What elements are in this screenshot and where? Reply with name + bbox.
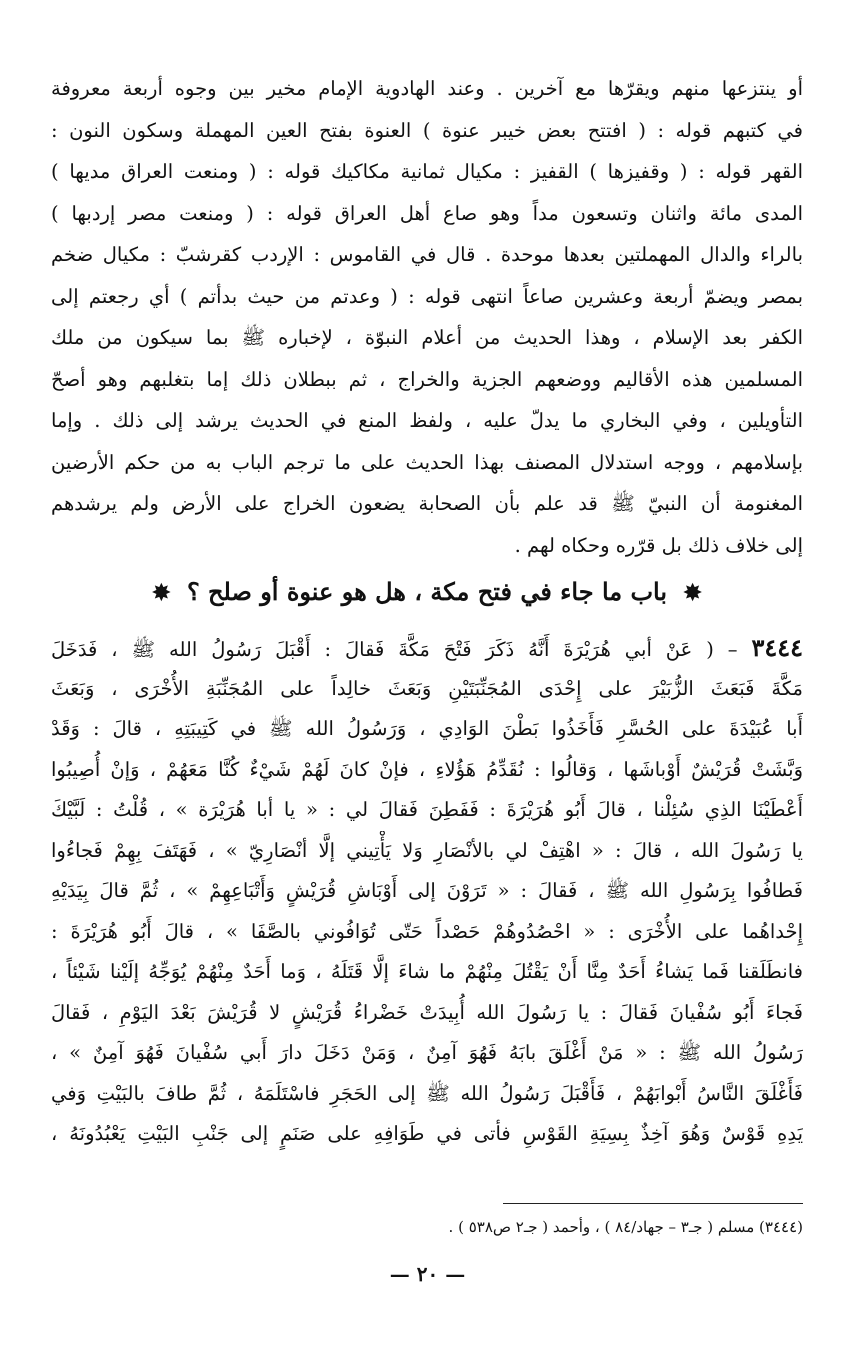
page-number: — ٢٠ —: [389, 1262, 466, 1286]
star-ornament-icon: ✸: [683, 580, 702, 606]
commentary-line: بإسلامهم ، ووجه استدلال المصنف بهذا الحديث على ما ترجم الباب به من حكم الأرضين: [51, 450, 803, 474]
footnote-divider: [503, 1203, 803, 1204]
commentary-text: [51, 68, 803, 566]
hadith-line: وَبَّشَتْ قُرَيْشٌ أَوْباشَها ، وَقالُوا : نُقَدِّمُ هَؤُلاءِ ، فإنْ كانَ لَهُمْ شَيْءٌ كُنَّا مَعَهُمْ ، وَإنْ أُصِيبُوا: [51, 757, 803, 781]
star-ornament-icon: ✸: [152, 580, 171, 606]
commentary-line: المغنومة أن النبيّ ﷺ قد علم بأن الصحابة يضعون الخراج على الأرض ولم يرشدهم: [51, 492, 803, 515]
commentary-line: بمصر ويضمّ أربعة وعشرين صاعاً انتهى قوله : ( وعدتم من حيث بدأتم ) أي رجعتم إلى: [51, 284, 803, 308]
hadith-text: [51, 628, 803, 1155]
commentary-line: التأويلين ، وفي البخاري ما يدلّ عليه ، ولفظ المنع في الحديث يرشد إلى ذلك . وإما: [51, 409, 803, 432]
hadith-line: ٣٤٤٤ – ( عَنْ أبي هُرَيْرَةَ أَنَّهُ ذَكَرَ فَتْحَ مَكَّةَ فَقالَ : أَقْبَلَ رَسُولُ الله ﷺ ، فَدَخَلَ: [51, 633, 803, 662]
hadith-line: فَأَغْلَقَ النَّاسُ أَبْوابَهُمْ ، فَأَقْبَلَ رَسُولُ الله ﷺ إلى الحَجَرِ فاسْتَلَمَهُ ، ثُمَّ طافَ بالبَيْتِ وَفي: [51, 1081, 803, 1105]
hadith-line: يَدِهِ قَوْسٌ وَهُوَ آخِذٌ بِسِيَةِ القَوْسِ فأتى في طَوَافِهِ على صَنَمٍ إلى جَنْبِ البَيْتِ يَعْبُدُونَهُ ،: [51, 1122, 803, 1145]
hadith-line: أَبا عُبَيْدَةَ على الحُسَّرِ فَأَخَذُوا بَطْنَ الوَادِي ، وَرَسُولُ الله ﷺ في كَتِيبَتِهِ ، قالَ : وَقَدْ: [51, 717, 803, 740]
commentary-line: في كتبهم قوله : ( افتتح بعض خيبر عنوة ) العنوة بفتح العين المهملة وسكون النون :: [51, 118, 803, 142]
chapter-title: باب ما جاء في فتح مكة ، هل هو عنوة أو صلح ؟: [186, 577, 668, 606]
hadith-number: ٣٤٤٤: [751, 633, 803, 662]
hadith-line: رَسُولُ الله ﷺ : « مَنْ أَغْلَقَ بابَهُ فَهُوَ آمِنٌ ، وَمَنْ دَخَلَ دارَ أَبي سُفْيانَ فَهُوَ آمِنٌ » ،: [51, 1041, 803, 1064]
hadith-line: فانطَلَقنا فَما يَشاءُ أَحَدٌ مِنَّا أَنْ يَقْتُلَ مِنْهُمْ ما شاءَ إلَّا قَتَلَهُ ، وَما أَحَدٌ مِنْهُمْ يُوَجِّهُ إلَيْنا شَيْئاً ،: [51, 960, 803, 983]
hadith-line: إِحْداهُما على الأُخْرَى : « احْصُدُوهُمْ حَصْداً حَتّى تُوَافُوني بالصَّفَا » ، قالَ أَبُو هُرَيْرَةَ :: [51, 919, 803, 943]
commentary-line: أو ينتزعها منهم ويقرّها مع آخرين . وعند الهادوية الإمام مخير بين وجوه أربعة معروفة: [51, 77, 803, 100]
commentary-line: المدى مائة واثنان وتسعون مداً وهو صاع أهل العراق قوله : ( ومنعت مصر إردبها ): [51, 201, 803, 225]
commentary-line: القهر قوله : ( وقفيزها ) القفيز : مكيال ثمانية مكاكيك قوله : ( ومنعت العراق مديها ): [51, 160, 803, 183]
hadith-line: فَطافُوا بِرَسُولِ الله ﷺ ، فَقالَ : « تَرَوْنَ إلى أَوْبَاشِ قُرَيْشٍ وَأَتْبَاعِهِمْ » ، ثُمَّ قالَ بِيَدَيْهِ: [51, 879, 803, 902]
footnote: (٣٤٤٤) مسلم ( جـ٣ – جهاد/٨٤ ) ، وأحمد ( جـ٢ ص٥٣٨ ) .: [448, 1218, 803, 1236]
hadith-line: مَكَّةَ فَبَعَثَ الزُّبَيْرَ على إِحْدَى المُجَنِّبَتَيْنِ وَبَعَثَ خالِداً على المُجَنِّبَةِ الأُخْرَى ، وَبَعَثَ: [51, 676, 803, 700]
commentary-line: المسلمين هذه الأقاليم ووضعهم الجزية والخراج ، ثم ببطلان ذلك إما بتغلبهم وهو أصحّ: [51, 367, 803, 391]
chapter-heading: [51, 572, 803, 613]
commentary-line: الكفر بعد الإسلام ، وهذا الحديث من أعلام النبوّة ، لإخباره ﷺ بما سيكون من ملك: [51, 326, 803, 349]
hadith-line: فَجاءَ أَبُو سُفْيانَ فَقالَ : يا رَسُولَ الله أُبِيدَتْ خَضْراءُ قُرَيْشٍ لا قُرَيْشَ بَعْدَ اليَوْمِ ، فَقالَ: [51, 1000, 803, 1024]
commentary-line: بالراء والدال المهملتين بعدها موحدة . قال في القاموس : الإردب كقرشبّ : مكيال ضخم: [51, 243, 803, 266]
commentary-line: إلى خلاف ذلك بل قرّره وحكاه لهم .: [514, 533, 803, 557]
hadith-line: أَعْطَيْنَا الذِي سُئِلْنا ، قالَ أَبُو هُرَيْرَةَ : فَفَطِنَ فَقالَ لي : « يا أبا هُرَيْرَة » ، قُلْتُ : لَبَّيْكَ: [51, 798, 803, 821]
hadith-line: يا رَسُولَ الله ، قالَ : « اهْتِفْ لي بالأنْصَارِ وَلا يَأْتِيني إلَّا أنْصَارِيّ » ، فَهَتَفَ بِهِمْ فَجاءُوا: [51, 838, 803, 862]
